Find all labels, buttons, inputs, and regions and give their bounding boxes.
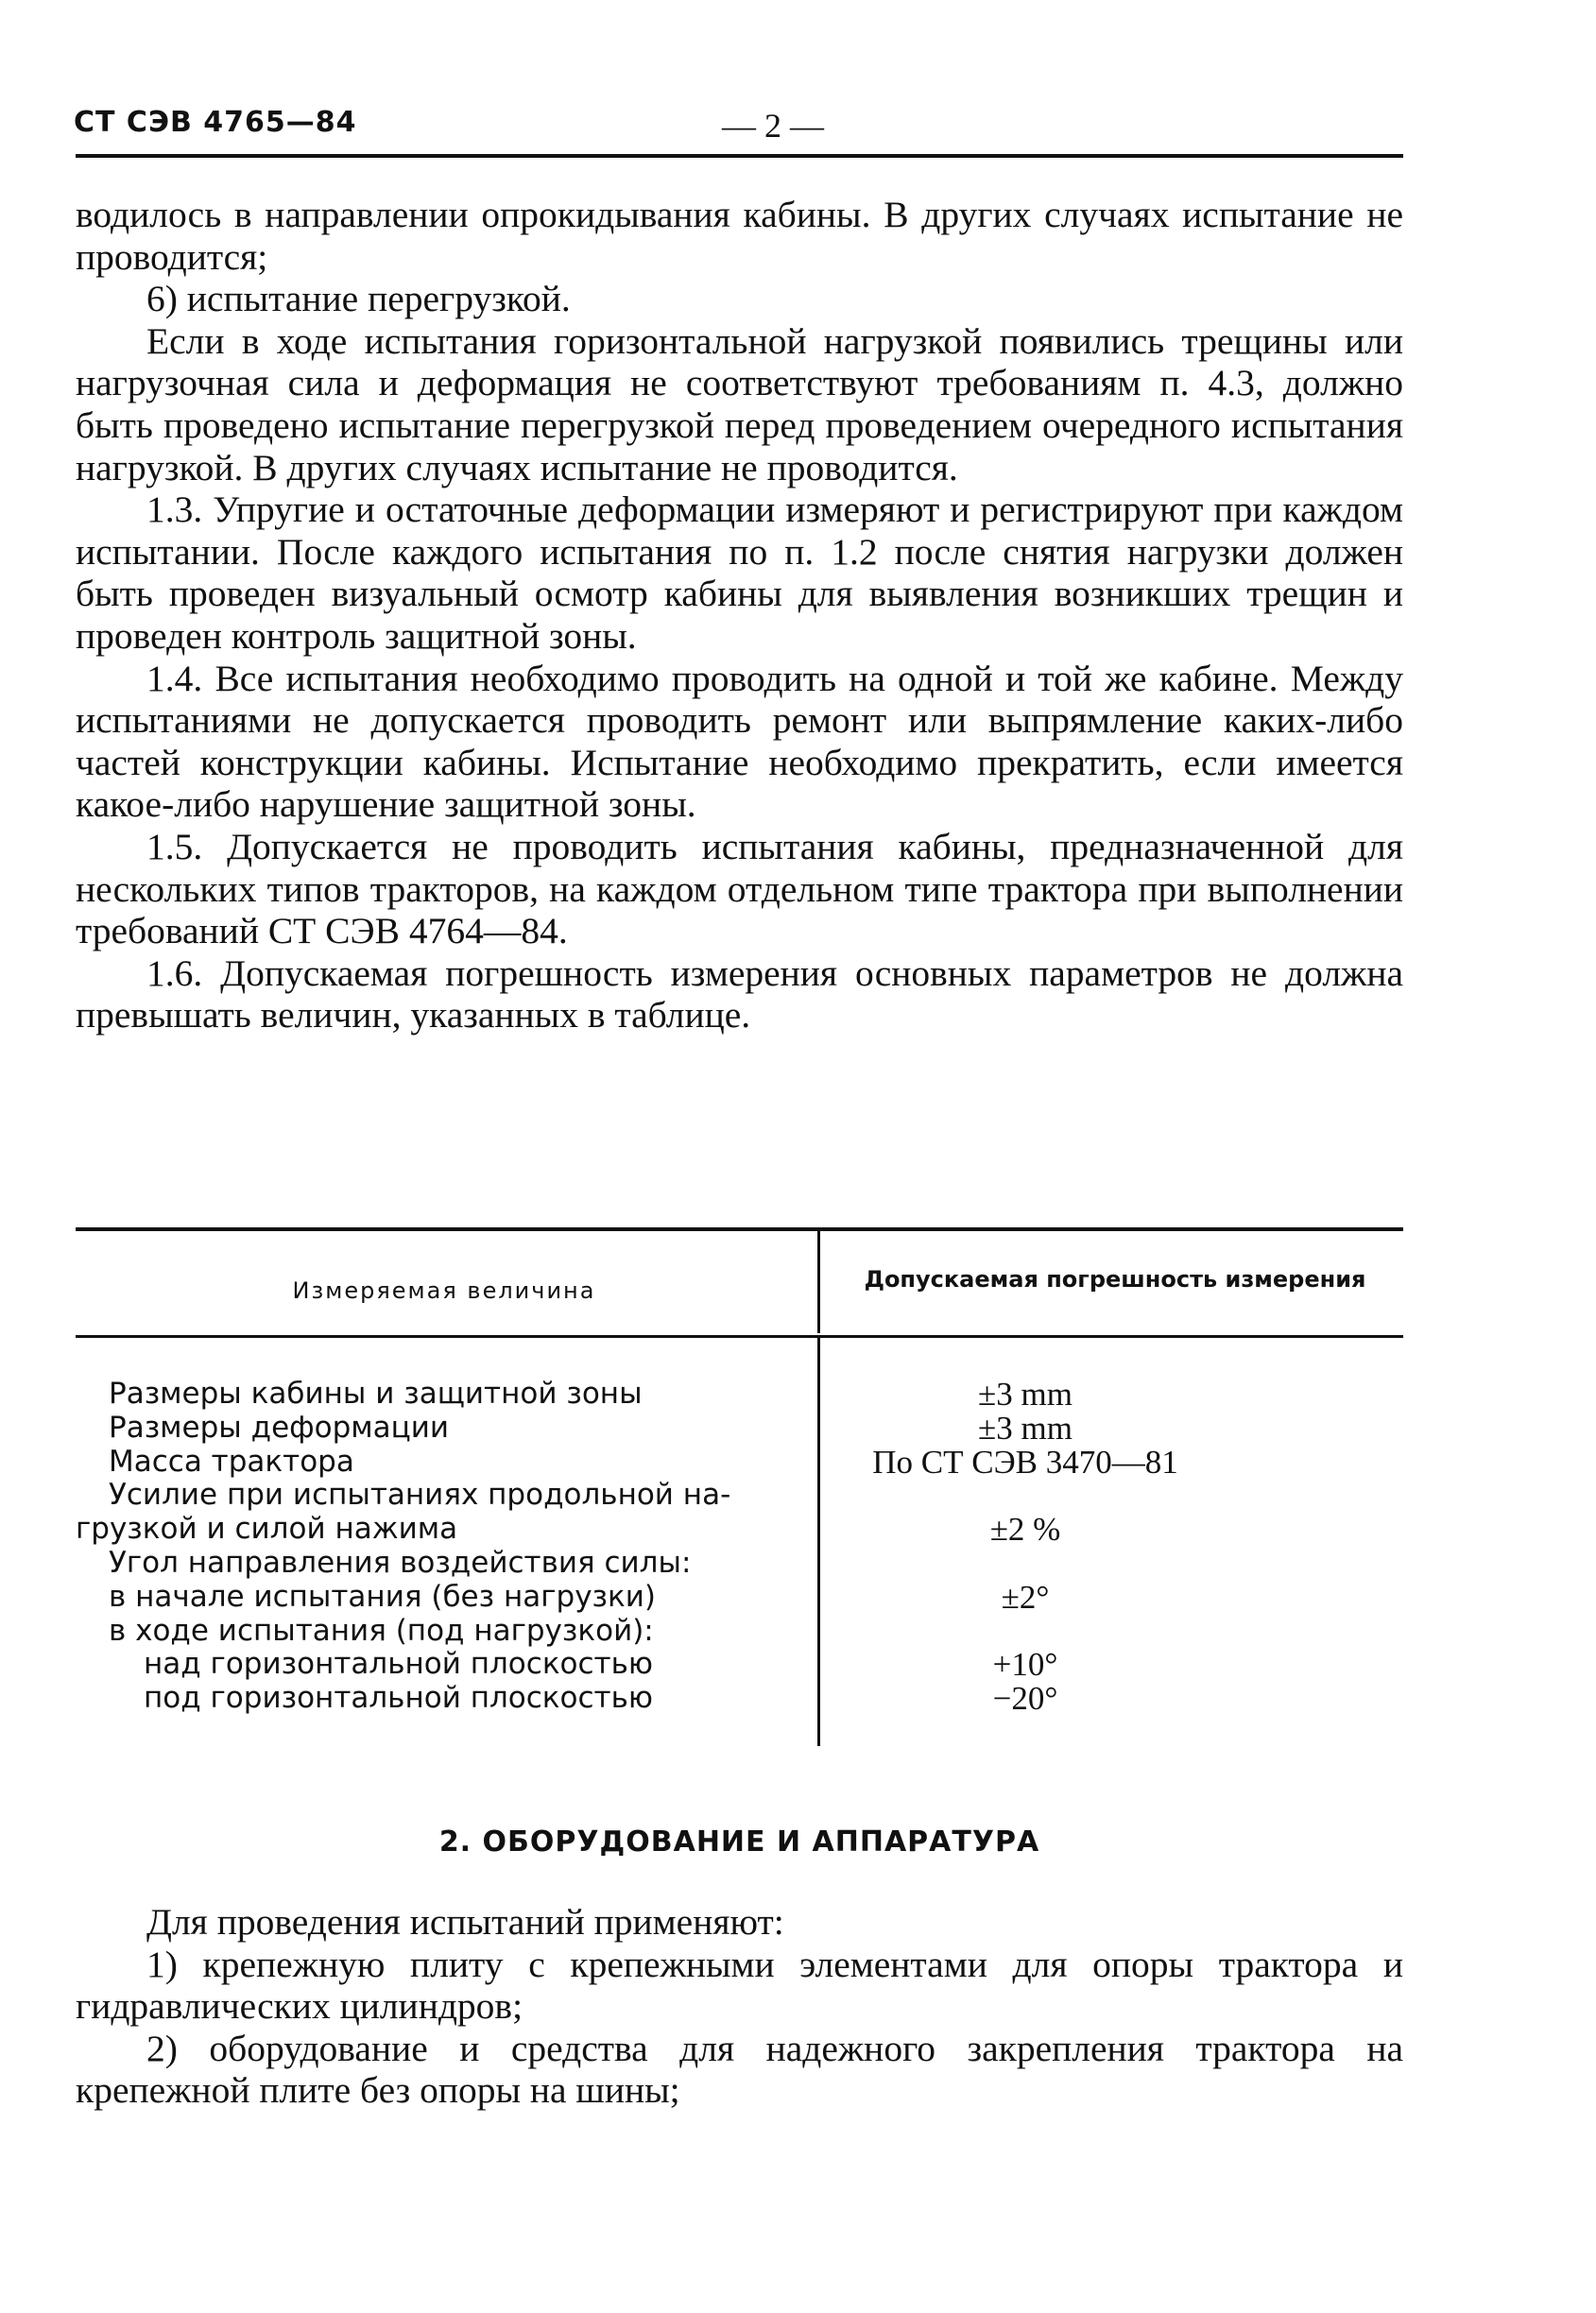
table-header-rule [76, 1335, 1403, 1338]
table-cell-param: Размеры деформации [109, 1410, 450, 1445]
table-cell-error: По СТ СЭВ 3470—81 [872, 1443, 1178, 1481]
section-body [76, 1901, 1403, 2112]
paragraph: 1) крепежную плиту с крепежными элементами для опоры трактора и гидравлических цилиндров; [76, 1943, 1403, 2028]
page-number: — 2 — [722, 107, 824, 145]
paragraph: 1.6. Допускаемая погрешность измерения основных параметров не должна превышать величин, указанных в таблице. [76, 951, 1403, 1037]
table-cell-param: в ходе испытания (под нагрузкой): [109, 1613, 654, 1648]
section-title: 2. ОБОРУДОВАНИЕ И АППАРАТУРА [438, 1825, 1040, 1859]
table-top-rule [76, 1227, 1403, 1231]
table-row [76, 1615, 1403, 1649]
table-cell-error: ±2° [1001, 1578, 1050, 1616]
table-row [76, 1578, 1403, 1616]
paragraph: Для проведения испытаний применяют: [146, 1901, 784, 1943]
table-cell-param: Масса трактора [109, 1444, 354, 1479]
table-cell-param: Угол направления воздействия силы: [109, 1545, 692, 1580]
table-column-divider [817, 1231, 820, 1333]
table-row [76, 1409, 1403, 1447]
standard-code: СТ СЭВ 4765—84 [74, 106, 357, 139]
table-body [76, 1378, 1403, 1716]
table-row [76, 1479, 1403, 1513]
table-cell-error: −20° [992, 1680, 1058, 1718]
page-header [74, 106, 1401, 144]
table-cell-param: под горизонтальной плоскостью [144, 1681, 653, 1716]
paragraph: 1.3. Упругие и остаточные деформации измеряют и регистрируют при каждом испытании. После каждого испытания по п. 1.2 после снятия нагрузки должен быть проведен визуальный осмотр кабины для выявления возникших трещин и проведен контроль защитной зоны. [76, 488, 1403, 657]
table-cell-param: Размеры кабины и защитной зоны [109, 1377, 643, 1411]
table-cell-error: ±3 mm [978, 1376, 1073, 1413]
table-cell-error: ±3 mm [978, 1409, 1073, 1447]
table-row [76, 1682, 1403, 1716]
table-row [76, 1378, 1403, 1412]
table-cell-param: над горизонтальной плоскостью [144, 1647, 653, 1682]
body-text [76, 194, 1403, 1037]
paragraph: 6) испытание перегрузкой. [146, 278, 571, 320]
table-header-error: Допускаемая погрешность измерения [864, 1266, 1366, 1293]
table-row [76, 1547, 1403, 1581]
table-cell-error: +10° [992, 1646, 1058, 1684]
table-row [76, 1513, 1403, 1547]
paragraph: 1.5. Допускается не проводить испытания кабины, предназначенной для нескольких типов тракторов, на каждом отдельном типе трактора при выполнении требований СТ СЭВ 4764—84. [76, 825, 1403, 952]
header-rule [76, 154, 1403, 158]
table-cell-param: грузкой и силой нажима [76, 1512, 458, 1547]
table-cell-param: в начале испытания (без нагрузки) [109, 1579, 656, 1614]
table-cell-error: ±2 % [989, 1511, 1061, 1549]
table-row [76, 1648, 1403, 1682]
paragraph: водилось в направлении опрокидывания кабины. В других случаях испытание не проводится; [76, 194, 1403, 278]
table-row [76, 1443, 1403, 1481]
table-header-param: Измеряемая величина [292, 1277, 596, 1304]
table-cell-param: Усилие при испытаниях продольной на- [109, 1478, 731, 1513]
paragraph: Если в ходе испытания горизонтальной нагрузкой появились трещины или нагрузочная сила и деформация не соответствуют требованиям п. 4.3, должно быть проведено испытание перегрузкой перед проведением очередного испытания нагрузкой. В других случаях испытание не проводится. [76, 319, 1403, 488]
paragraph: 2) оборудование и средства для надежного закрепления трактора на крепежной плите без опоры на шины; [76, 2027, 1403, 2112]
paragraph: 1.4. Все испытания необходимо проводить на одной и той же кабине. Между испытаниями не допускается проводить ремонт или выпрямление каких-либо частей конструкции кабины. Испытание необходимо прекратить, если имеется какое-либо нарушение защитной зоны. [76, 657, 1403, 826]
